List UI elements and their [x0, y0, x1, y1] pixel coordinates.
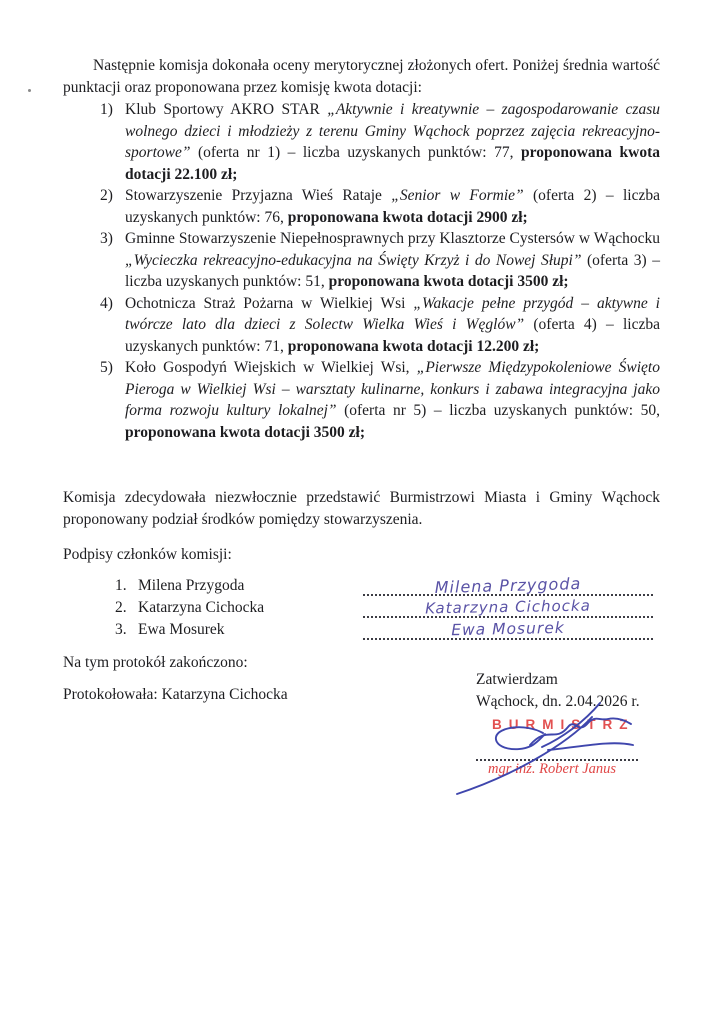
- member-number: 1.: [115, 576, 127, 594]
- offer-item-5: [63, 357, 660, 443]
- member-number: 2.: [115, 598, 127, 616]
- signatures-heading: Podpisy członków komisji:: [63, 546, 232, 563]
- committee-row-3: [63, 619, 660, 641]
- handwritten-signature: Katarzyna Cichocka: [425, 596, 591, 618]
- place-and-date: Wąchock, dn. 2.04.2026 r.: [476, 692, 640, 710]
- mayor-stamp-title: BURMISTRZ: [492, 717, 635, 732]
- document-body: [63, 55, 660, 706]
- handwritten-signature: Ewa Mosurek: [451, 618, 565, 640]
- paragraph-intro: Następnie komisja dokonała oceny merytorycznej złożonych ofert. Poniżej średnia wartość punktacji oraz proponowana przez komisję kwota dotacji:: [63, 57, 660, 96]
- offer-item-3: [63, 228, 660, 293]
- approval-block: [476, 669, 686, 780]
- recorded-by: Protokołowała: Katarzyna Cichocka: [63, 686, 288, 703]
- offers-list: [63, 99, 660, 443]
- member-name: Milena Przygoda: [138, 576, 245, 594]
- offer-item-4: [63, 293, 660, 358]
- signature-dotted-line: [363, 597, 653, 618]
- mayor-stamp-name: mgr inż. Robert Janus: [488, 760, 617, 777]
- closing-statement: Na tym protokół zakończono:: [63, 653, 248, 671]
- offer-item-1-text: Klub Sportowy AKRO STAR „Aktywnie i kreatywnie – zagospodarowanie czasu wolnego dzieci i młodzieży z terenu Gminy Wąchock poprzez zajęcia rekreacyjno-sportowe” (oferta nr 1) – liczba uzyskanych punktów: 77, proponowana kwota dotacji 22.100 zł;: [125, 101, 660, 183]
- scan-speck: [28, 89, 31, 92]
- committee-signature-list: [63, 575, 660, 641]
- handwritten-signature: Milena Przygoda: [434, 573, 582, 598]
- offer-item-3-text: Gminne Stowarzyszenie Niepełnosprawnych przy Klasztorze Cystersów w Wąchocku „Wycieczka rekreacyjno-edukacyjna na Święty Krzyż i do Nowej Słupi” (oferta 3) – liczba uzyskanych punktów: 51, proponowana kwota dotacji 3500 zł;: [125, 230, 660, 290]
- signature-dotted-line: [363, 575, 653, 596]
- committee-row-2: [63, 597, 660, 619]
- signature-dotted-line: [363, 619, 653, 640]
- offer-item-2: [63, 185, 660, 228]
- committee-row-1: [63, 575, 660, 597]
- offer-item-2-text: Stowarzyszenie Przyjazna Wieś Rataje „Senior w Formie” (oferta 2) – liczba uzyskanych punktów: 76, proponowana kwota dotacji 2900 zł;: [125, 187, 661, 226]
- offer-item-4-text: Ochotnicza Straż Pożarna w Wielkiej Wsi „Wakacje pełne przygód – aktywne i twórcze lato dla dzieci z Solectw Wielka Wieś i Węglów” (oferta 4) – liczba uzyskanych punktów: 71, proponowana kwota dotacji 12.200 zł;: [125, 294, 660, 355]
- offer-item-1: [63, 99, 660, 185]
- member-name: Katarzyna Cichocka: [138, 598, 265, 616]
- paragraph-decision: Komisja zdecydowała niezwłocznie przedstawić Burmistrzowi Miasta i Gminy Wąchock proponowany podział środków pomiędzy stowarzyszenia.: [63, 489, 660, 528]
- approve-label: Zatwierdzam: [476, 671, 558, 688]
- member-name: Ewa Mosurek: [138, 620, 225, 638]
- member-number: 3.: [115, 620, 127, 638]
- offer-item-5-text: Koło Gospodyń Wiejskich w Wielkiej Wsi, „Pierwsze Międzypokoleniowe Święto Pieroga w Wielkiej Wsi – warsztaty kulinarne, konkurs i zabawa integracyjna jako forma rozwoju kultury lokalnej” (oferta nr 5) – liczba uzyskanych punktów: 50, proponowana kwota dotacji 3500 zł;: [125, 359, 660, 441]
